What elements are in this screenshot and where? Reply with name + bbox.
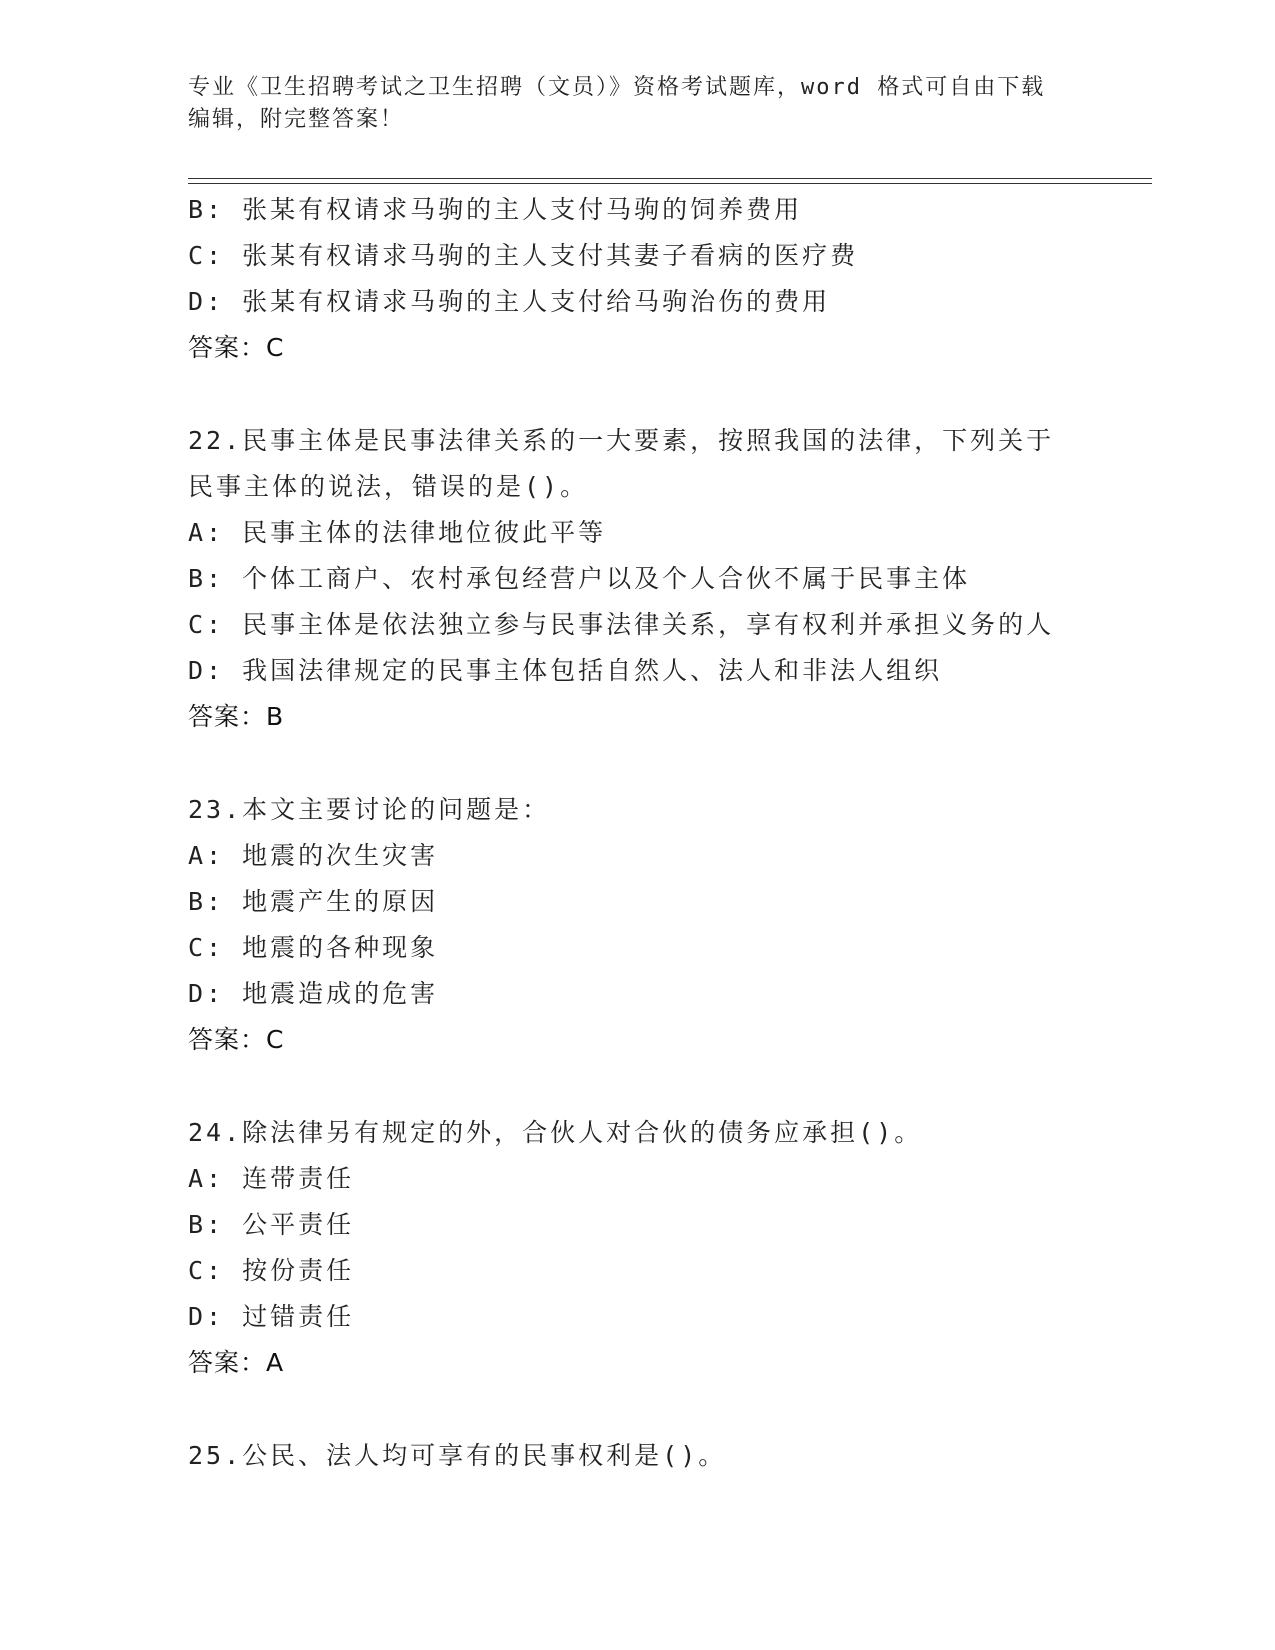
question-24 [188,1110,1088,1386]
option-b: B: 张某有权请求马驹的主人支付马驹的饲养费用 [188,195,803,224]
answer: 答案：A [188,1348,285,1377]
option-d: D: 张某有权请求马驹的主人支付给马驹治伤的费用 [188,287,831,316]
question-23 [188,787,1088,1063]
answer: 答案：C [188,333,285,362]
question-stem-line-1: 22.民事主体是民事法律关系的一大要素，按照我国的法律，下列关于 [188,426,1055,455]
spacer [188,371,1088,418]
option-d: D: 地震造成的危害 [188,979,439,1008]
spacer [188,1063,1088,1110]
question-list [188,187,1088,1479]
option-a: A: 民事主体的法律地位彼此平等 [188,518,607,547]
document-header [188,72,1088,136]
question-21 [188,187,1088,371]
option-a: A: 地震的次生灾害 [188,841,439,870]
option-d: D: 过错责任 [188,1302,355,1331]
spacer [188,1386,1088,1433]
spacer [188,740,1088,787]
option-c: C: 民事主体是依法独立参与民事法律关系，享有权利并承担义务的人 [188,610,1055,639]
option-c: C: 张某有权请求马驹的主人支付其妻子看病的医疗费 [188,241,859,270]
header-line-1: 专业《卫生招聘考试之卫生招聘（文员）》资格考试题库，word 格式可自由下载 [188,75,1046,100]
option-c: C: 按份责任 [188,1256,355,1285]
answer: 答案：B [188,702,285,731]
option-d: D: 我国法律规定的民事主体包括自然人、法人和非法人组织 [188,656,943,685]
header-divider-bottom [188,183,1152,184]
option-a: A: 连带责任 [188,1164,355,1193]
question-25 [188,1433,1088,1479]
option-b: B: 地震产生的原因 [188,887,439,916]
option-b: B: 个体工商户、农村承包经营户以及个人合伙不属于民事主体 [188,564,971,593]
question-stem-line-2: 民事主体的说法，错误的是()。 [188,472,589,501]
header-divider-top [188,178,1152,179]
question-stem: 25.公民、法人均可享有的民事权利是()。 [188,1441,727,1470]
option-c: C: 地震的各种现象 [188,933,439,962]
option-b: B: 公平责任 [188,1210,355,1239]
question-22 [188,418,1088,740]
answer: 答案：C [188,1025,285,1054]
question-stem: 23.本文主要讨论的问题是： [188,795,551,824]
question-stem: 24.除法律另有规定的外，合伙人对合伙的债务应承担()。 [188,1118,923,1147]
header-line-2: 编辑，附完整答案！ [188,107,405,132]
